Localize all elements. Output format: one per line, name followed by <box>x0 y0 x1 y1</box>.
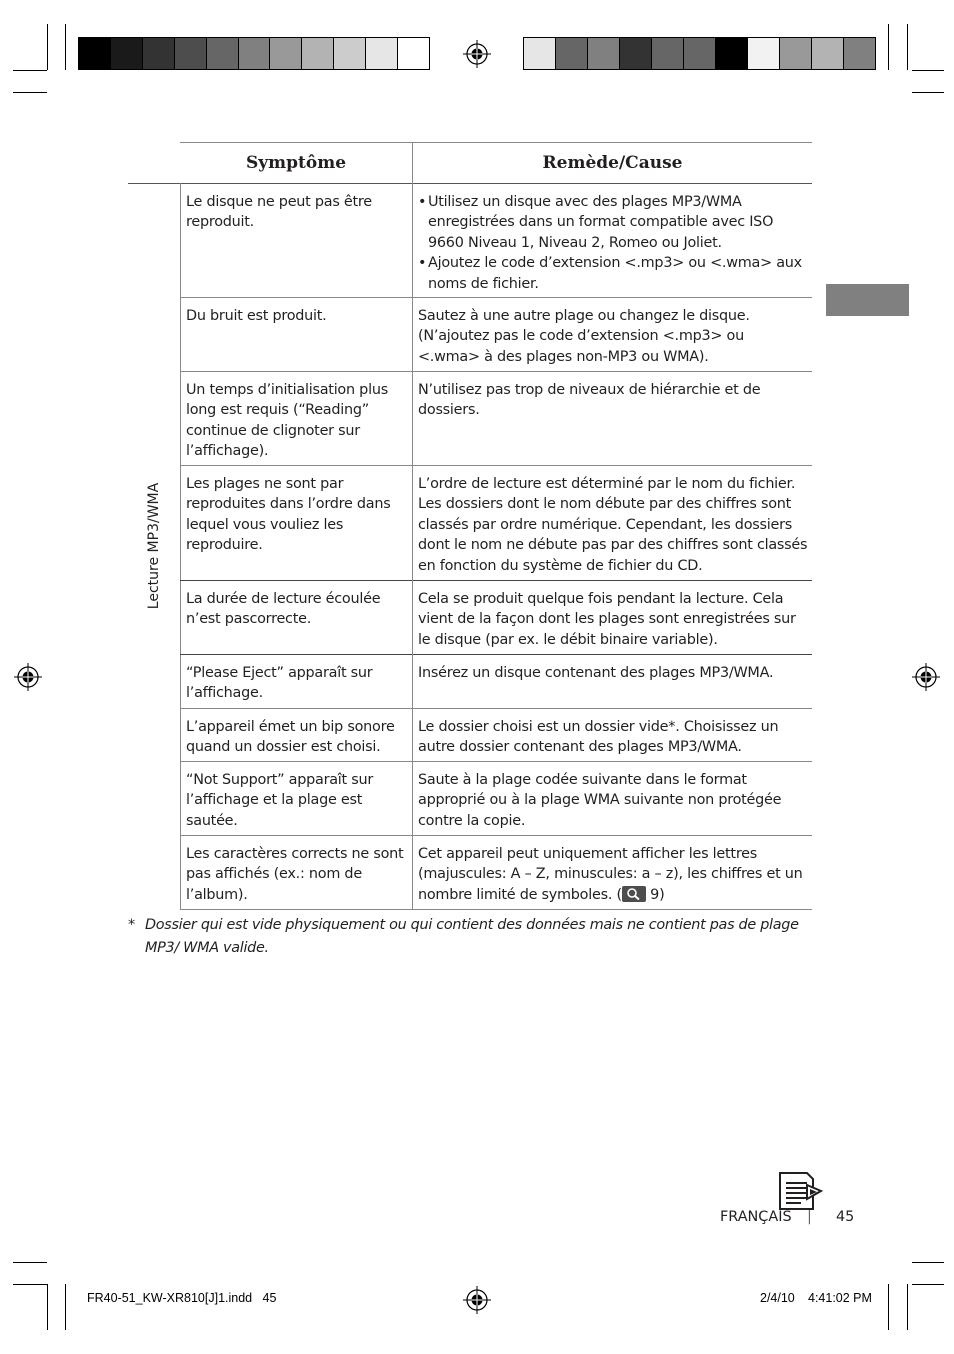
color-swatch <box>748 38 780 69</box>
symptom-cell: Les plages ne sont par reproduites dans l’ordre dans lequel vous vouliez les reproduire. <box>186 476 391 554</box>
color-swatch <box>684 38 716 69</box>
slug-file: FR40-51_KW-XR810[J]1.indd 45 <box>87 1291 277 1305</box>
table-row <box>180 184 812 298</box>
color-swatch <box>556 38 588 69</box>
magnifier-icon <box>622 886 646 902</box>
registration-mark-icon <box>14 663 42 691</box>
color-swatch <box>207 38 239 69</box>
remedy-cell: Saute à la plage codée suivante dans le format approprié ou à la plage WMA suivante non protégée contre la copie. <box>418 772 782 829</box>
slug-date: 2/4/10 <box>760 1291 795 1305</box>
color-swatch <box>780 38 812 69</box>
remedy-cell: Insérez un disque contenant des plages MP3/WMA. <box>418 665 774 681</box>
table-row <box>180 581 812 655</box>
table-row <box>180 762 812 836</box>
remedy-list <box>418 192 810 294</box>
footer-separator: | <box>807 1209 812 1225</box>
symptom-cell: Du bruit est produit. <box>186 308 327 324</box>
color-swatch <box>652 38 684 69</box>
color-swatch <box>398 38 429 69</box>
symptom-cell: Les caractères corrects ne sont pas affichés (ex.: nom de l’album). <box>186 846 404 903</box>
color-swatch <box>239 38 271 69</box>
color-swatch <box>302 38 334 69</box>
color-swatch <box>334 38 366 69</box>
page-reference: 9) <box>645 886 665 903</box>
color-swatch <box>79 38 111 69</box>
color-swatch <box>175 38 207 69</box>
slug-time: 4:41:02 PM <box>808 1291 872 1305</box>
remedy-cell: N’utilisez pas trop de niveaux de hiérarchie et de dossiers. <box>418 382 761 419</box>
symptom-cell: La durée de lecture écoulée n’est pascorrecte. <box>186 591 381 628</box>
table-row <box>180 372 812 466</box>
header-remedy: Remède/Cause <box>542 153 683 173</box>
document-icon <box>777 1171 827 1211</box>
page-number: 45 <box>836 1209 855 1225</box>
table-top-rule <box>180 142 812 143</box>
header-divider <box>412 142 413 183</box>
remedy-cell: Cela se produit quelque fois pendant la lecture. Cela vient de la façon dont les plages sont enregistrées sur le disque (par ex. le débit binaire variable). <box>418 591 796 648</box>
footnote: Dossier qui est vide physiquement ou qui contient des données mais ne contient pas de plage MP3/ WMA valide. <box>145 917 799 956</box>
footer-language: FRANÇAIS <box>720 1209 792 1225</box>
remedy-cell: Le dossier choisi est un dossier vide*. Choisissez un autre dossier contenant des plages MP3/WMA. <box>418 719 779 756</box>
registration-mark-icon <box>463 40 491 68</box>
color-swatch <box>620 38 652 69</box>
color-swatch <box>844 38 875 69</box>
table-row <box>180 836 812 910</box>
color-bar-left <box>78 37 430 70</box>
registration-mark-icon <box>463 1286 491 1314</box>
color-swatch <box>143 38 175 69</box>
table-row <box>180 655 812 709</box>
color-bar-right <box>523 37 876 70</box>
color-swatch <box>366 38 398 69</box>
color-swatch <box>270 38 302 69</box>
color-swatch <box>524 38 556 69</box>
remedy-text: Cet appareil peut uniquement afficher les lettres (majuscules: A – Z, minuscules: a – z), les chiffres et un nombre limité de symboles. ( <box>418 846 803 903</box>
color-swatch <box>812 38 844 69</box>
symptom-cell: L’appareil émet un bip sonore quand un dossier est choisi. <box>186 719 395 756</box>
symptom-cell: Un temps d’initialisation plus long est requis (“Reading” continue de clignoter sur l’affichage). <box>186 382 388 460</box>
section-label: Lecture MP3/WMA <box>146 482 162 610</box>
color-swatch <box>588 38 620 69</box>
section-tab <box>826 284 909 316</box>
remedy-cell <box>418 184 810 294</box>
table-row <box>180 466 812 581</box>
registration-mark-icon <box>912 663 940 691</box>
list-item: • Utilisez un disque avec des plages MP3/WMA enregistrées dans un format compatible avec ISO 9660 Niveau 1, Niveau 2, Romeo ou Joliet. <box>418 192 810 253</box>
symptom-cell: “Not Support” apparaît sur l’affichage et la plage est sautée. <box>186 772 374 829</box>
color-swatch <box>716 38 748 69</box>
footnote-mark: * <box>128 917 136 933</box>
color-swatch <box>111 38 143 69</box>
header-symptom: Symptôme <box>245 153 347 173</box>
list-item: • Ajoutez le code d’extension <.mp3> ou <.wma> aux noms de fichier. <box>418 253 810 294</box>
symptom-cell: Le disque ne peut pas être reproduit. <box>186 194 372 231</box>
table-row <box>180 709 812 762</box>
table-row <box>180 298 812 372</box>
symptom-cell: “Please Eject” apparaît sur l’affichage. <box>186 665 373 702</box>
remedy-cell: Sautez à une autre plage ou changez le disque. (N’ajoutez pas le code d’extension <.mp3> ou <.wma> à des plages non-MP3 ou WMA). <box>418 308 750 365</box>
remedy-cell <box>418 836 810 905</box>
column-divider <box>412 183 413 909</box>
remedy-cell: L’ordre de lecture est déterminé par le nom du fichier. Les dossiers dont le nom débute par des chiffres sont classés par ordre numérique. Cependant, les dossiers dont le nom ne débute pas par des chiffres sont classés en fonction du système de fichier du CD. <box>418 476 808 574</box>
